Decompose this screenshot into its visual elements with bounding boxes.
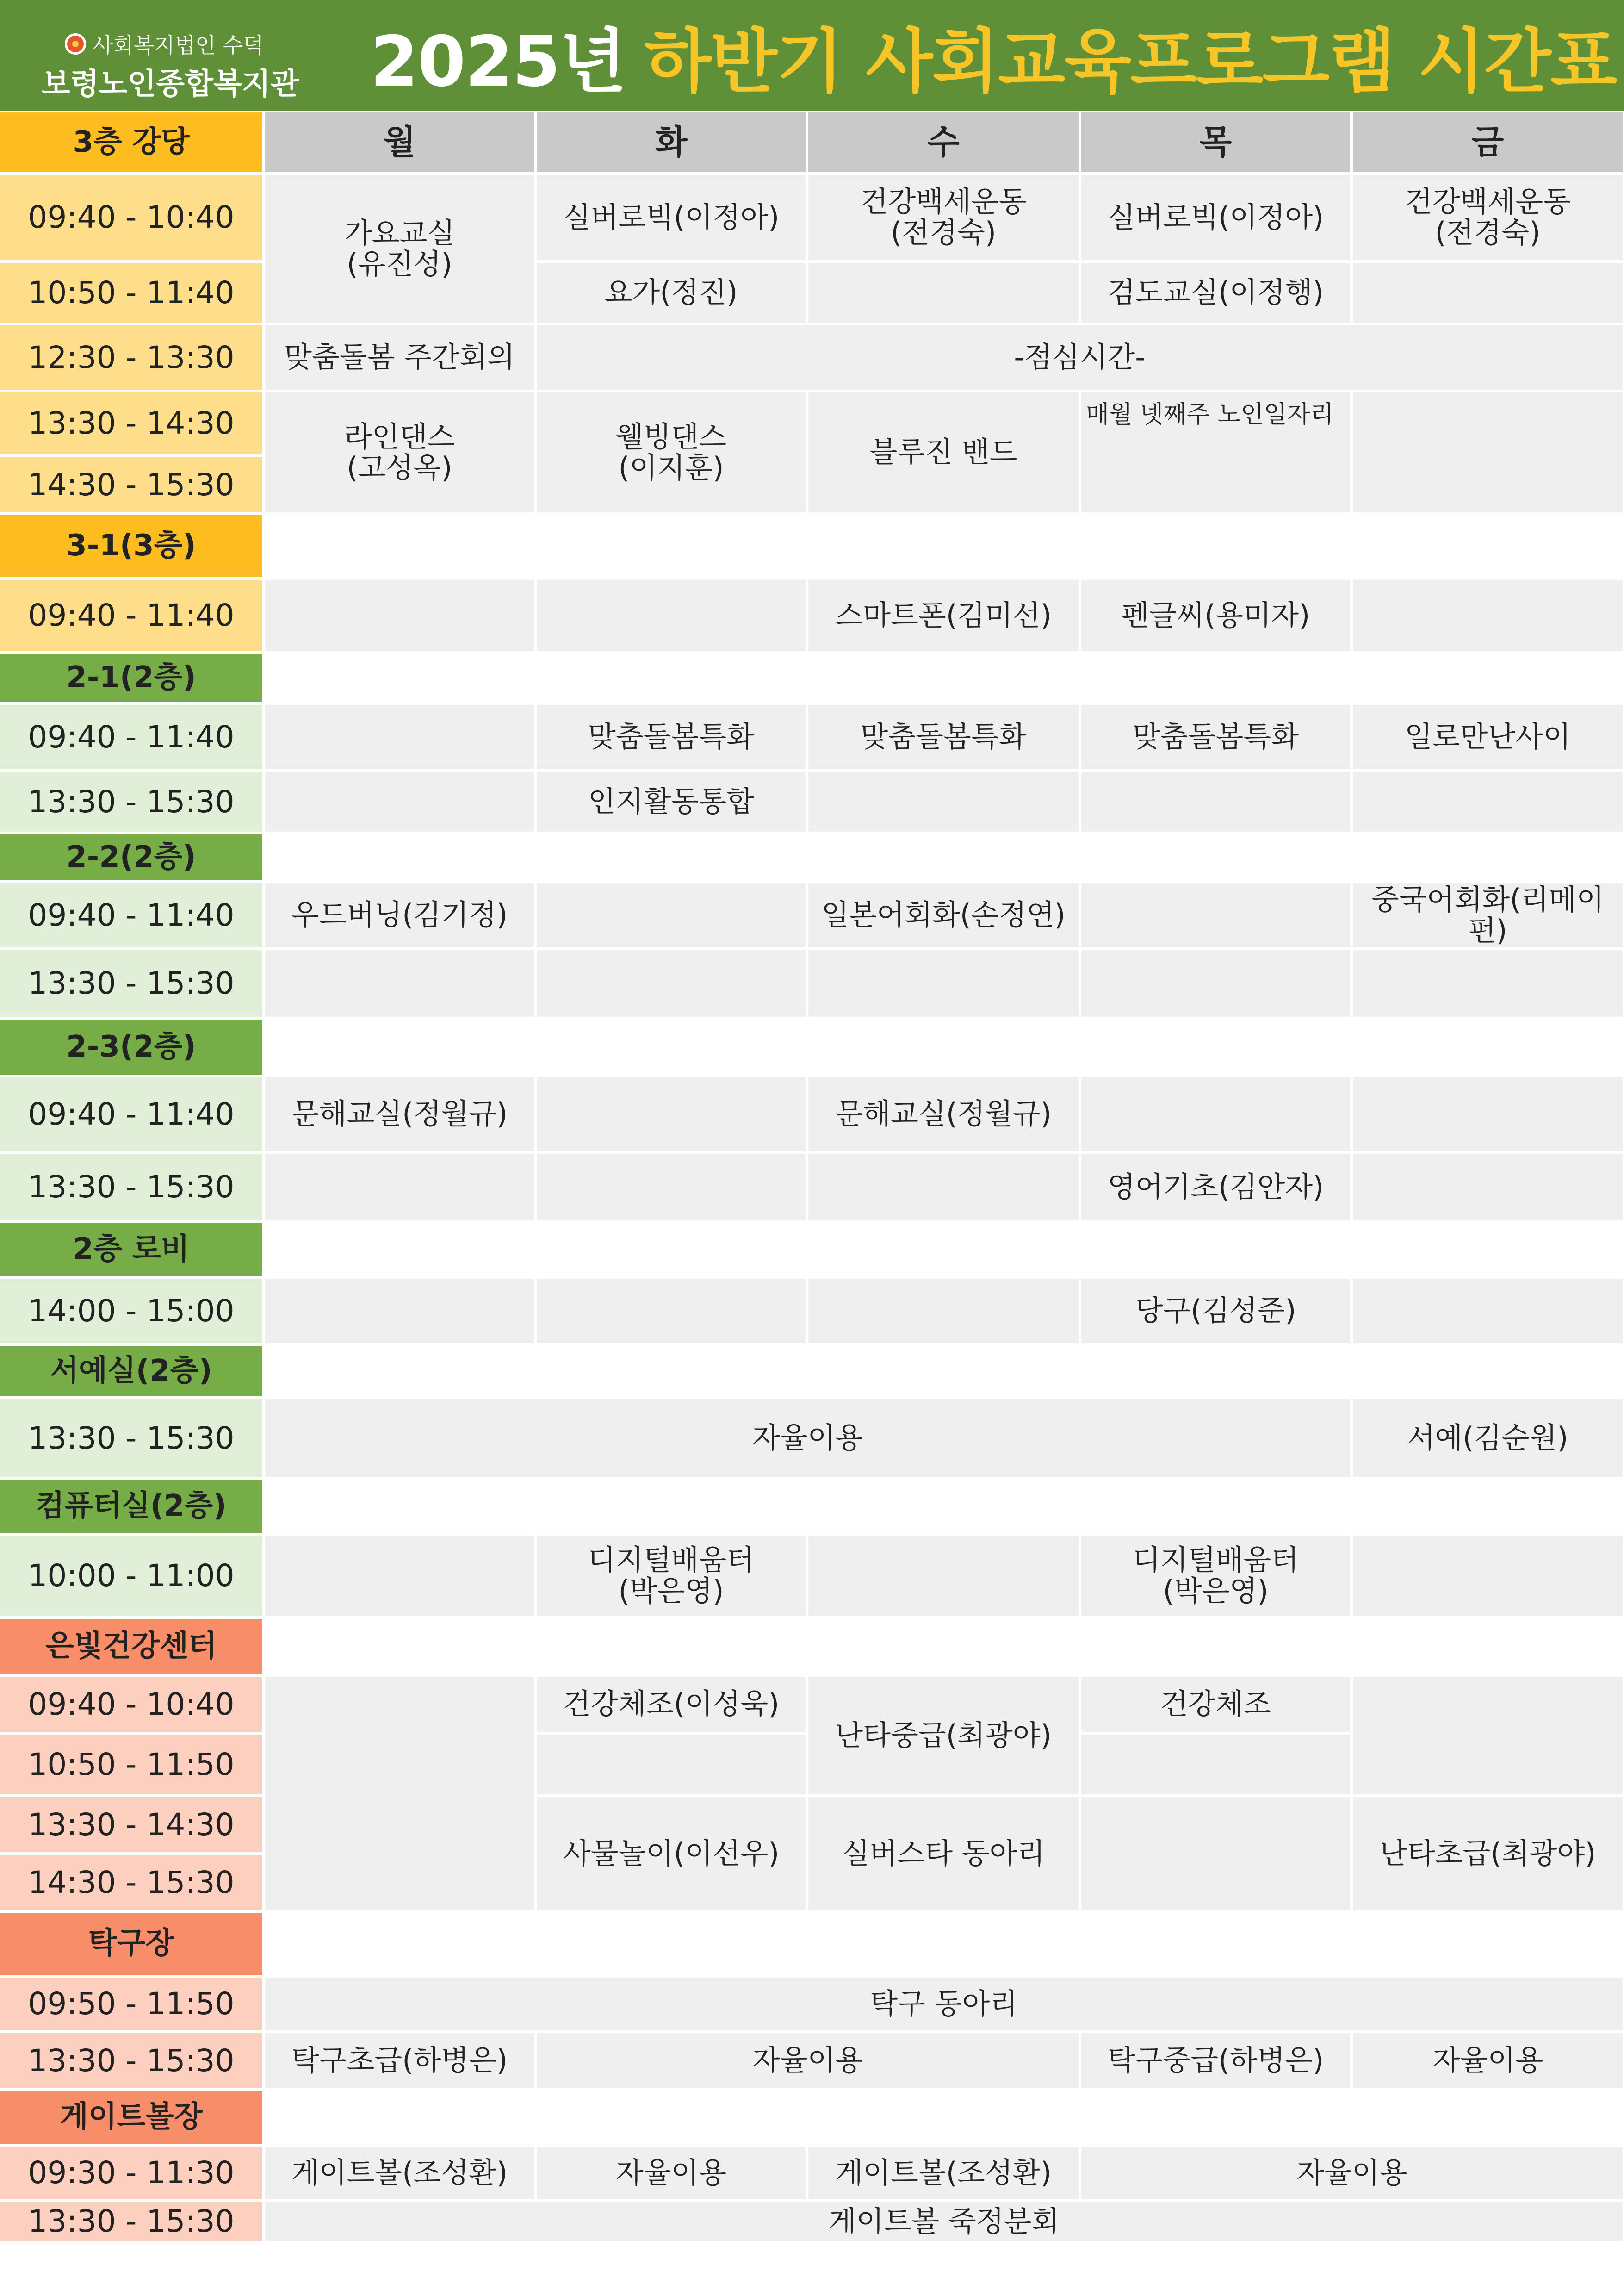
time-label: 14:00 - 15:00	[0, 1279, 262, 1343]
time-label: 09:40 - 11:40	[0, 705, 262, 769]
empty-cell	[1353, 263, 1623, 323]
program-cell: 인지활동통합	[537, 772, 806, 832]
empty-cell	[537, 883, 806, 947]
section-label: 2층 로비	[0, 1223, 262, 1276]
time-label: 09:40 - 11:40	[0, 1077, 262, 1151]
empty-cell	[808, 263, 1079, 323]
empty-cell	[808, 772, 1079, 832]
empty-cell	[808, 1154, 1079, 1220]
day-header: 화	[537, 112, 806, 172]
section-label: 2-3(2층)	[0, 1020, 262, 1075]
program-cell: 건강백세운동 (전경숙)	[808, 175, 1079, 260]
empty-cell	[1353, 1279, 1623, 1343]
program-cell: 요가(정진)	[537, 263, 806, 323]
empty-cell	[265, 1279, 534, 1343]
empty-cell	[808, 1536, 1079, 1616]
empty-cell	[265, 950, 534, 1017]
program-cell: 자율이용	[265, 1399, 1350, 1477]
program-cell: 자율이용	[1081, 2147, 1623, 2199]
section-label: 3-1(3층)	[0, 515, 262, 577]
section-label: 서예실(2층)	[0, 1346, 262, 1396]
program-cell: 디지털배움터 (박은영)	[1081, 1536, 1350, 1616]
empty-cell	[537, 950, 806, 1017]
empty-cell	[1353, 1077, 1623, 1151]
empty-cell	[265, 580, 534, 651]
empty-cell	[1353, 1677, 1623, 1794]
program-cell: 스마트폰(김미선)	[808, 580, 1079, 651]
program-cell: 중국어회화(리메이펀)	[1353, 883, 1623, 947]
org-logo	[28, 19, 352, 101]
empty-cell	[537, 1279, 806, 1343]
time-label: 12:30 - 13:30	[0, 325, 262, 390]
time-label: 14:30 - 15:30	[0, 1855, 262, 1910]
empty-cell	[808, 950, 1079, 1017]
header-banner	[0, 0, 1624, 111]
program-cell: 게이트볼(조성환)	[265, 2147, 534, 2199]
program-cell: 건강백세운동 (전경숙)	[1353, 175, 1623, 260]
section-label: 컴퓨터실(2층)	[0, 1480, 262, 1533]
empty-cell	[808, 1279, 1079, 1343]
section-label: 은빛건강센터	[0, 1619, 262, 1674]
time-label: 13:30 - 15:30	[0, 2033, 262, 2088]
empty-cell	[1353, 580, 1623, 651]
section-label: 3층 강당	[0, 112, 262, 172]
program-cell: 맞춤돌봄특화	[808, 705, 1079, 769]
program-cell: 우드버닝(김기정)	[265, 883, 534, 947]
program-cell: 맞춤돌봄특화	[537, 705, 806, 769]
program-cell: 펜글씨(용미자)	[1081, 580, 1350, 651]
program-cell: -점심시간-	[537, 325, 1623, 390]
empty-cell	[265, 705, 534, 769]
empty-cell	[1081, 1077, 1350, 1151]
program-cell: 게이트볼 죽정분회	[265, 2202, 1623, 2241]
program-cell: 게이트볼(조성환)	[808, 2147, 1079, 2199]
program-cell: 검도교실(이정행)	[1081, 263, 1350, 323]
day-header: 월	[265, 112, 534, 172]
empty-cell	[1353, 392, 1623, 512]
program-cell: 블루진 밴드	[808, 392, 1079, 512]
program-cell: 자율이용	[1353, 2033, 1623, 2088]
empty-cell	[1081, 883, 1350, 947]
time-label: 13:30 - 14:30	[0, 1797, 262, 1852]
timetable	[0, 111, 1624, 2296]
empty-cell	[537, 580, 806, 651]
day-header: 목	[1081, 112, 1350, 172]
empty-cell	[537, 1735, 806, 1794]
program-cell: 자율이용	[537, 2033, 1079, 2088]
empty-cell	[1081, 1735, 1350, 1794]
section-label: 2-2(2층)	[0, 834, 262, 880]
empty-cell	[265, 1677, 534, 1910]
program-cell: 맞춤돌봄특화	[1081, 705, 1350, 769]
program-cell: 매월 넷째주 노인일자리	[1081, 392, 1350, 512]
program-cell: 영어기초(김안자)	[1081, 1154, 1350, 1220]
org-subtitle: 사회복지법인 수덕	[93, 33, 264, 58]
program-cell: 디지털배움터 (박은영)	[537, 1536, 806, 1616]
program-cell: 웰빙댄스 (이지훈)	[537, 392, 806, 512]
program-cell: 실버로빅(이정아)	[1081, 175, 1350, 260]
section-label: 탁구장	[0, 1913, 262, 1975]
section-label: 2-1(2층)	[0, 654, 262, 702]
time-label: 13:30 - 14:30	[0, 392, 262, 454]
time-label: 09:40 - 10:40	[0, 175, 262, 260]
time-label: 09:40 - 11:40	[0, 883, 262, 947]
time-label: 09:30 - 11:30	[0, 2147, 262, 2199]
day-header: 수	[808, 112, 1079, 172]
empty-cell	[1353, 950, 1623, 1017]
time-label: 09:40 - 10:40	[0, 1677, 262, 1732]
time-label: 09:40 - 11:40	[0, 580, 262, 651]
day-header: 금	[1353, 112, 1623, 172]
program-cell: 자율이용	[537, 2147, 806, 2199]
time-label: 10:00 - 11:00	[0, 1536, 262, 1616]
program-cell: 서예(김순원)	[1353, 1399, 1623, 1477]
time-label: 13:30 - 15:30	[0, 950, 262, 1017]
program-cell: 탁구초급(하병은)	[265, 2033, 534, 2088]
program-cell: 라인댄스 (고성옥)	[265, 392, 534, 512]
program-cell: 당구(김성준)	[1081, 1279, 1350, 1343]
time-label: 13:30 - 15:30	[0, 2202, 262, 2241]
empty-cell	[1081, 1797, 1350, 1910]
program-cell: 실버로빅(이정아)	[537, 175, 806, 260]
program-cell: 건강체조	[1081, 1677, 1350, 1732]
time-label: 13:30 - 15:30	[0, 1399, 262, 1477]
program-cell: 난타중급(최광야)	[808, 1677, 1079, 1794]
program-cell: 맞춤돌봄 주간회의	[265, 325, 534, 390]
program-cell: 일로만난사이	[1353, 705, 1623, 769]
program-cell: 문해교실(정월규)	[265, 1077, 534, 1151]
time-label: 10:50 - 11:50	[0, 1735, 262, 1794]
program-cell: 일본어회화(손정연)	[808, 883, 1079, 947]
empty-cell	[1081, 950, 1350, 1017]
time-label: 13:30 - 15:30	[0, 1154, 262, 1220]
section-label: 게이트볼장	[0, 2091, 262, 2144]
page-title	[370, 14, 1617, 102]
program-cell: 사물놀이(이선우)	[537, 1797, 806, 1910]
empty-cell	[265, 1154, 534, 1220]
time-label: 10:50 - 11:40	[0, 263, 262, 323]
title-year: 2025년	[370, 22, 626, 102]
org-emblem-icon	[65, 33, 86, 55]
empty-cell	[1353, 1536, 1623, 1616]
program-cell: 실버스타 동아리	[808, 1797, 1079, 1910]
empty-cell	[537, 1154, 806, 1220]
empty-cell	[1353, 772, 1623, 832]
time-label: 14:30 - 15:30	[0, 457, 262, 512]
empty-cell	[1081, 772, 1350, 832]
program-cell: 난타초급(최광야)	[1353, 1797, 1623, 1910]
empty-cell	[265, 772, 534, 832]
program-cell: 건강체조(이성욱)	[537, 1677, 806, 1732]
empty-cell	[537, 1077, 806, 1151]
time-label: 09:50 - 11:50	[0, 1978, 262, 2030]
program-cell: 탁구중급(하병은)	[1081, 2033, 1350, 2088]
empty-cell	[1353, 1154, 1623, 1220]
time-label: 13:30 - 15:30	[0, 772, 262, 832]
empty-cell	[265, 1536, 534, 1616]
org-name: 보령노인종합복지관	[42, 67, 299, 101]
program-cell: 문해교실(정월규)	[808, 1077, 1079, 1151]
program-cell: 탁구 동아리	[265, 1978, 1623, 2030]
title-text: 하반기 사회교육프로그램 시간표	[644, 22, 1617, 102]
program-cell: 가요교실 (유진성)	[265, 175, 534, 323]
